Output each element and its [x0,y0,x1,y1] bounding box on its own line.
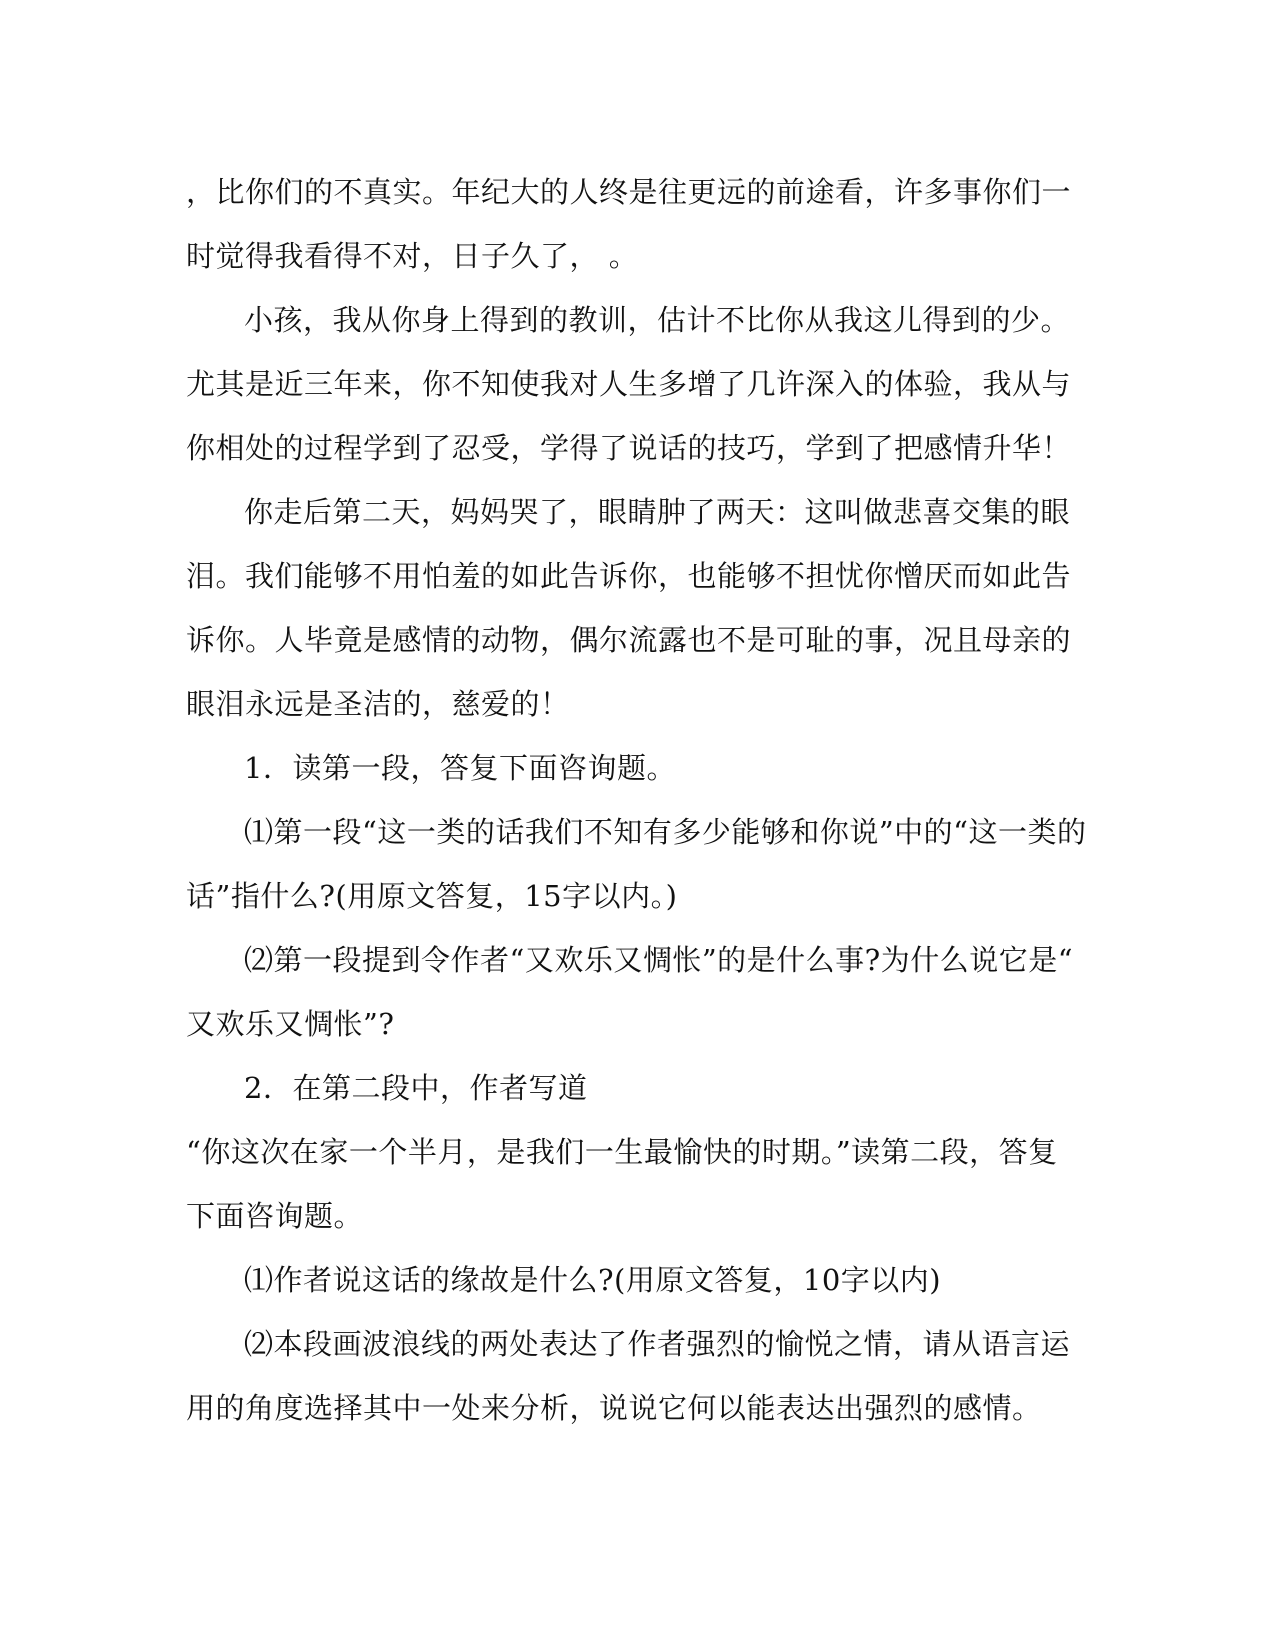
question-2-part-1: ⑴作者说这话的缘故是什么?(用原文答复，10字以内) [244,1263,942,1297]
document-body [186,160,1086,1440]
text-line: 用的角度选择其中一处来分析，说说它何以能表达出强烈的感情。 [186,1391,1042,1425]
question-1-part-2: ⑵第一段提到令作者“又欢乐又惆怅”的是什么事?为什么说它是“ [244,943,1074,977]
text-line: ，比你们的不真实。年纪大的人终是往更远的前途看，许多事你们一 [186,175,1072,209]
text-line: 下面咨询题。 [186,1199,364,1233]
text-line: 你走后第二天，妈妈哭了，眼睛肿了两天：这叫做悲喜交集的眼 [244,495,1071,529]
text-line: 你相处的过程学到了忍受，学得了说话的技巧，学到了把感情升华！ [186,431,1072,465]
text-line: “你这次在家一个半月，是我们一生最愉快的时期。”读第二段，答复 [186,1135,1058,1169]
text-line: 尤其是近三年来，你不知使我对人生多增了几许深入的体验，我从与 [186,367,1072,401]
text-line: 诉你。人毕竟是感情的动物，偶尔流露也不是可耻的事，况且母亲的 [186,623,1072,657]
text-line: 时觉得我看得不对，日子久了， 。 [186,239,639,273]
text-line: 又欢乐又惆怅”? [186,1007,395,1041]
text-line: 话”指什么?(用原文答复，15字以内。) [186,879,678,913]
text-line: 泪。我们能够不用怕羞的如此告诉你，也能够不担忧你憎厌而如此告 [186,559,1072,593]
question-1-part-1: ⑴第一段“这一类的话我们不知有多少能够和你说”中的“这一类的 [244,815,1087,849]
question-1: 1．读第一段，答复下面咨询题。 [244,751,676,785]
question-2: 2．在第二段中，作者写道 [244,1071,588,1105]
text-line: 眼泪永远是圣洁的，慈爱的！ [186,687,570,721]
text-line: 小孩，我从你身上得到的教训，估计不比你从我这儿得到的少。 [244,303,1071,337]
question-2-part-2: ⑵本段画波浪线的两处表达了作者强烈的愉悦之情，请从语言运 [244,1327,1071,1361]
